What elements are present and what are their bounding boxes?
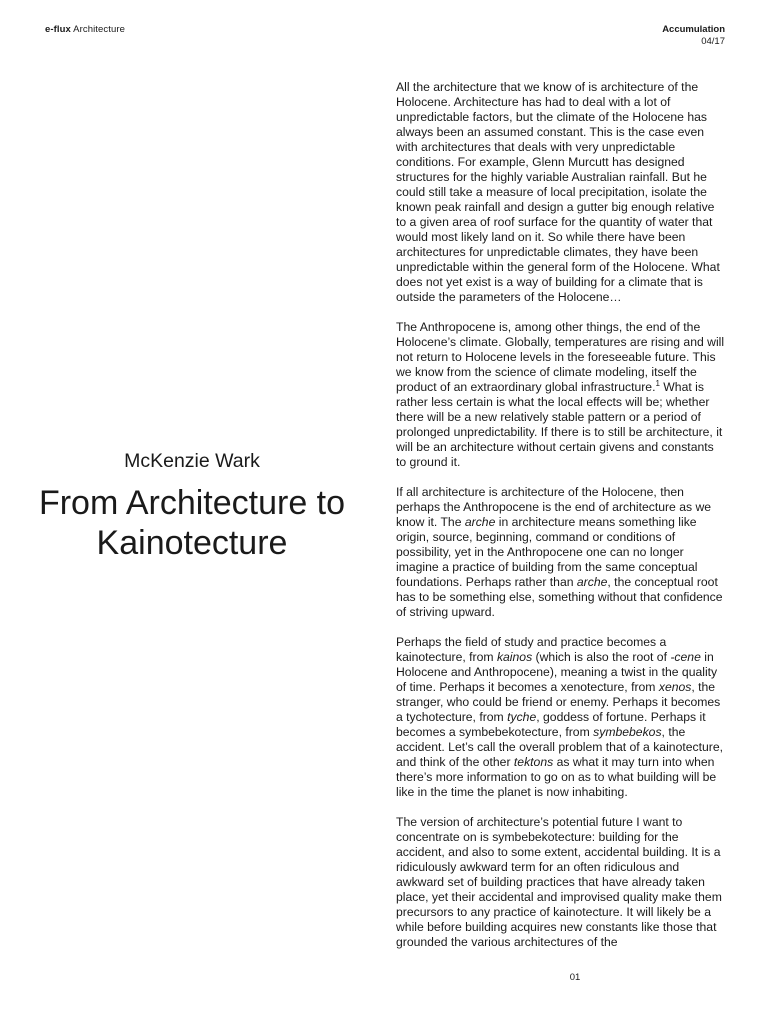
section-title: Accumulation [662, 24, 725, 35]
paragraph-4-text-f: , the accident. Let’s call the overall problem that of a kainotecture, and think of the other [396, 725, 723, 769]
header-section-info [662, 24, 725, 48]
paragraph-4-text-g: as what it may turn into when there’s more information to go on as to what building will be like in the time the planet is now inhabiting. [396, 755, 717, 799]
brand-logo-text: e-flux [45, 24, 71, 35]
paragraph-4 [396, 635, 726, 800]
paragraph-3-text-b: in architecture means something like origin, source, beginning, command or conditions of possibility, yet in the Anthropocene one can no longer imagine a practice of building from the same conceptual foundations. Perhaps rather than [396, 515, 698, 589]
term-symbebekos: symbebekos [593, 725, 662, 739]
term-tektons: tektons [513, 755, 554, 769]
paragraph-2-text-a: The Anthropocene is, among other things, the end of the Holocene’s climate. Globally, temperatures are rising and will not return to Holocene levels in the foreseeable future. This we know from the science of climate modeling, itself the product of an extraordinary global infrastructure. [396, 320, 725, 394]
paragraph-5: The version of architecture’s potential future I want to concentrate on is symbebekotecture: building for the accident, and also to some extent, accidental building. It is a ridiculously awkward term for an often ridiculous and awkward set of building practices that have already taken place, yet their accidental and improvised quality make them precursors to any practice of kainotecture. It will likely be a while before building acquires new constants like those that grounded the various architectures of the [396, 815, 722, 949]
paragraph-1: All the architecture that we know of is architecture of the Holocene. Architecture has had to deal with a lot of unpredictable factors, but the climate of the Holocene has always been an assumed constant. This is the case even with architectures that deals with very unpredictable conditions. For example, Glenn Murcutt has designed structures for the highly variable Australian rainfall. But he could still take a measure of local precipitation, isolate the known peak rainfall and design a gutter big enough relative to a given area of roof surface for the quantity of water that would most likely land on it. So while there have been architectures for unpredictable climates, they have been unpredictable within the general form of the Holocene. What does not yet exist is a way of building for a climate that is outside the parameters of the Holocene… [396, 80, 720, 304]
author-name: McKenzie Wark [124, 450, 260, 472]
term-tyche: tyche [507, 710, 537, 724]
paragraph-4-text-a: Perhaps the field of study and practice becomes a kainotecture, from [396, 635, 667, 664]
paragraph-4-text-b: (which is also the root of [532, 650, 671, 664]
term-arche-2: arche [576, 575, 608, 589]
term-arche: arche [464, 515, 496, 529]
paragraph-2 [396, 320, 726, 470]
paragraph-2-text-b: What is rather less certain is what the local effects will be; whether there will be a new relatively stable pattern or a period of prolonged unpredictability. If there is to still be architecture, it will be an architecture without certain givens and constants to ground it. [396, 380, 723, 469]
paragraph-4-text-e: , goddess of fortune. Perhaps it becomes a symbebekotecture, from [396, 710, 706, 739]
article-body [396, 80, 726, 950]
paragraph-3 [396, 485, 726, 620]
article-heading [20, 449, 364, 563]
term-xenos: xenos [658, 680, 692, 694]
publication-name: Architecture [73, 24, 126, 35]
footnote-ref-1[interactable]: 1 [655, 378, 660, 388]
term-cene: -cene [670, 650, 701, 664]
paragraph-3-text-c: , the conceptual root has to be something else, something without that confidence of striving upward. [396, 575, 723, 619]
paragraph-4-text-c: in Holocene and Anthropocene), meaning a twist in the quality of time. Perhaps it becomes a xenotecture, from [396, 650, 718, 694]
paragraph-3-text-a: If all architecture is architecture of the Holocene, then perhaps the Anthropocene is the end of architecture as we know it. The [396, 485, 712, 529]
term-kainos: kainos [496, 650, 533, 664]
article-title: From Architecture to Kainotecture [38, 484, 346, 562]
page-number: 01 [569, 972, 581, 983]
paragraph-4-text-d: , the stranger, who could be friend or enemy. Perhaps it becomes a tychotecture, from [396, 680, 721, 724]
issue-page-indicator: 04/17 [701, 36, 725, 47]
header-publication [45, 24, 125, 35]
